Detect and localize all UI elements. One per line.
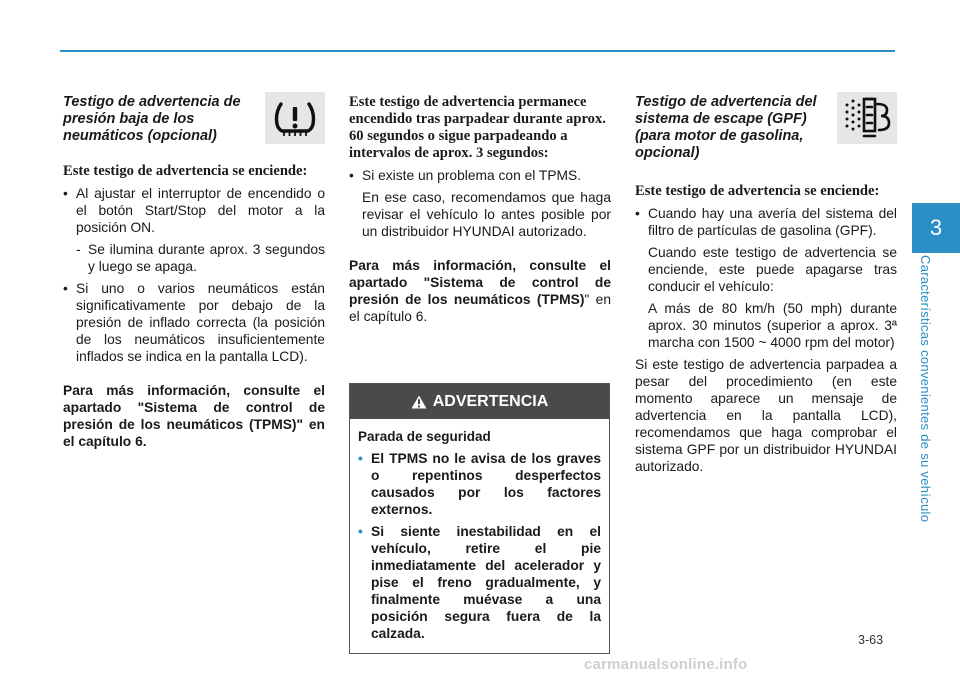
- reference-note: Para más información, consulte el apartado "Sistema de control de presión de los neumáticos (TPMS)" en el capítulo 6.: [63, 383, 325, 449]
- warning-body: [350, 419, 609, 642]
- column-tpms: [63, 92, 325, 450]
- section-title-gpf: Testigo de advertencia del sistema de escape (GPF) (para motor de gasolina, opcional): [635, 94, 817, 161]
- page-number: 3-63: [858, 633, 884, 647]
- header-rule: [60, 50, 895, 52]
- intro-text: Este testigo de advertencia se enciende:: [635, 183, 880, 199]
- watermark: carmanualsonline.info: [584, 656, 748, 673]
- warning-subtitle: Parada de seguridad: [358, 429, 491, 444]
- warning-triangle-icon: [411, 395, 427, 409]
- warning-label: ADVERTENCIA: [432, 392, 549, 410]
- list-subitem: - Se ilumina durante aprox. 3 segundos y luego se apaga.: [63, 241, 325, 275]
- intro-text: Este testigo de advertencia permanece encendido tras parpadear durante aprox. 60 segundos o sigue parpadeando a intervalos de aprox. 3 segundos:: [349, 94, 606, 161]
- tpms-warning-icon: [265, 92, 325, 144]
- column-gpf: [635, 92, 897, 475]
- warning-box: [349, 383, 610, 654]
- warning-item: • Si siente inestabilidad en el vehículo, retire el pie inmediatamente del acelerador y pise el freno gradualmente, y finalmente muévase a una posición segura fuera de la calzada.: [358, 523, 601, 642]
- list-item: • Si uno o varios neumáticos están significativamente por debajo de la presión de inflado correcta (la posición de los neumáticos insuficientemente inflados se indica en la pantalla LCD).: [63, 280, 325, 365]
- column-tpms-continued: [349, 92, 611, 325]
- chapter-title: Características convenientes de su vehículo: [918, 255, 933, 523]
- reference-note: [349, 257, 611, 325]
- list-item: • Cuando hay una avería del sistema del filtro de partículas de gasolina (GPF).: [635, 205, 897, 239]
- list-item-continuation: En ese caso, recomendamos que haga revisar el vehículo lo antes posible por un distribuidor HYUNDAI autorizado.: [362, 190, 611, 239]
- intro-text: Este testigo de advertencia se enciende:: [63, 163, 308, 179]
- paragraph: Si este testigo de advertencia parpadea a pesar del procedimiento (en este momento aparece un mensaje de advertencia en la pantalla LCD), recomendamos que haga comprobar el sistema GPF por un distribuidor HYUNDAI autorizado.: [635, 357, 897, 474]
- list-item-continuation: A más de 80 km/h (50 mph) durante aprox. 30 minutos (superior a aprox. 3ª marcha con 1500 ~ 4000 rpm del motor): [648, 301, 897, 350]
- section-header-gpf: [635, 92, 897, 162]
- section-title-tpms: Testigo de advertencia de presión baja de los neumáticos (opcional): [63, 94, 241, 144]
- list-item-continuation: Cuando este testigo de advertencia se enciende, este puede apagarse tras conducir el vehículo:: [648, 245, 897, 294]
- reference-note-lead: Para más información, consulte el apartado "Sistema de control de presión de los neumáticos (TPMS): [349, 258, 611, 307]
- list-item: • Al ajustar el interruptor de encendido o el botón Start/Stop del motor a la posición ON.: [63, 185, 325, 236]
- gpf-warning-icon: [837, 92, 897, 144]
- warning-item: • El TPMS no le avisa de los graves o repentinos desperfectos causados por los factores externos.: [358, 450, 601, 518]
- list-item: • Si existe un problema con el TPMS.: [349, 167, 611, 184]
- warning-header: [350, 384, 609, 419]
- reference-note-tail: " en el capítulo 6.: [349, 292, 612, 324]
- chapter-tab: 3: [912, 203, 960, 253]
- section-header-tpms: [63, 92, 325, 145]
